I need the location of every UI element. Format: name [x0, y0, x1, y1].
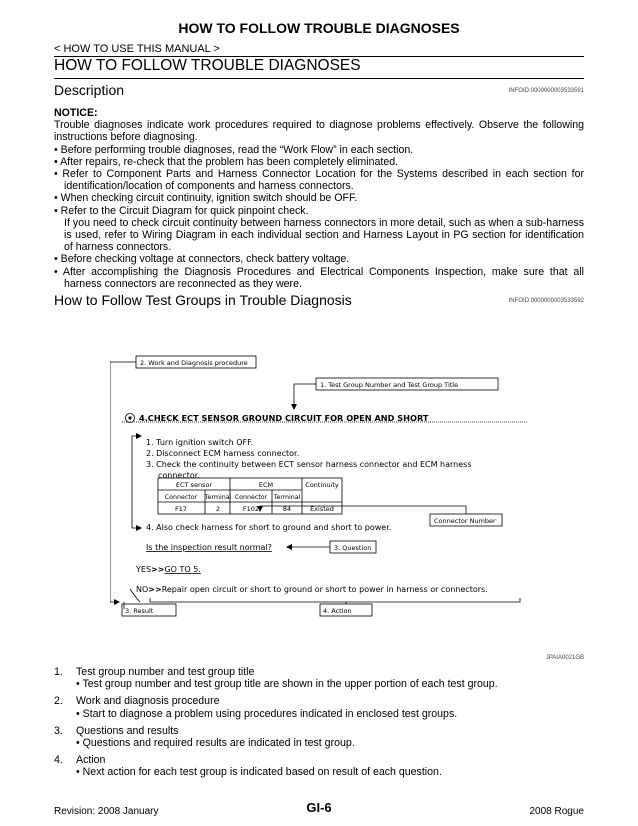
table-col-terminal-2: Terminal — [273, 494, 301, 501]
step-2: 2. Disconnect ECM harness connector. — [146, 449, 300, 458]
list-item-number: 3. — [54, 724, 63, 737]
table-ect-terminal: 2 — [215, 505, 221, 513]
list-item-number: 1. — [54, 666, 63, 678]
no-action: Repair open circuit or short to ground or short to power in harness or connectors. — [161, 585, 488, 594]
table-col-connector-2: Connector — [234, 494, 268, 501]
callout-3-question-label: 3. Question — [334, 544, 372, 552]
bullet-3: • Refer to Component Parts and Harness Connector Location for the Systems described in each section for identification/location of components and harness connectors. — [54, 168, 584, 193]
list-item-detail: • Test group number and test group title are shown in the upper portion of each test group. — [76, 678, 498, 691]
table-ecm-connector: F102 — [242, 505, 260, 513]
no-label: NO — [136, 585, 149, 594]
footer-model: 2008 Rogue — [529, 806, 584, 817]
yes-arrow: >> — [151, 565, 165, 574]
list-item-title: Work and diagnosis procedure — [76, 695, 220, 708]
notice-label: NOTICE: — [54, 107, 98, 119]
yes-action: GO TO 5. — [164, 565, 201, 574]
table-group-ecm: ECM — [258, 481, 274, 489]
bullet-5-continuation: If you need to check circuit continuity between harness connectors in more detail, such as when a sub-harness is used, refer to Wiring Diagram in each individual section and Harness Layout in PG section for identification of harness connectors. — [64, 216, 584, 254]
page-header-title: HOW TO FOLLOW TROUBLE DIAGNOSES — [178, 20, 460, 36]
yes-label: YES — [136, 565, 152, 574]
callout-1-label: 1. Test Group Number and Test Group Title — [320, 381, 459, 389]
footer-revision: Revision: 2008 January — [54, 806, 159, 817]
list-item — [54, 754, 584, 778]
no-result — [136, 585, 488, 594]
figure-id: JPAIA0021GB — [545, 655, 584, 661]
list-item — [54, 666, 584, 690]
no-arrow: >> — [148, 585, 162, 594]
breadcrumb: < HOW TO USE THIS MANUAL > — [54, 43, 220, 55]
table-ecm-terminal: 84 — [282, 505, 292, 513]
description-body — [54, 107, 584, 290]
step-3: 3. Check the continuity between ECT sensor harness connector and ECM harness — [146, 460, 472, 469]
callout-3-result-label: 3. Result — [125, 607, 154, 615]
step-title: 4.CHECK ECT SENSOR GROUND CIRCUIT FOR OPEN AND SHORT — [139, 413, 429, 423]
bullet-4: • When checking circuit continuity, ignition switch should be OFF. — [54, 192, 358, 205]
table-ect-connector: F17 — [174, 505, 188, 513]
table-col-terminal-1: Terminal — [204, 494, 232, 501]
list-item — [54, 725, 584, 749]
list-item-title: Questions and results — [76, 724, 179, 737]
yes-result — [135, 565, 201, 574]
list-item-detail: • Next action for each test group is indicated based on result of each question. — [76, 766, 442, 779]
callout-1-leader — [294, 384, 316, 408]
table-group-ect: ECT sensor — [175, 481, 213, 489]
list-item-number: 4. — [54, 754, 63, 767]
callout-2-label: 2. Work and Diagnosis procedure — [140, 359, 248, 367]
explanation-list — [54, 666, 584, 779]
connector-number-label: Connector Number — [434, 517, 496, 525]
step-4: 4. Also check harness for short to ground and short to power. — [146, 523, 392, 532]
bullet-5: • Refer to the Circuit Diagram for quick pinpoint check. — [54, 204, 309, 217]
section-title: HOW TO FOLLOW TROUBLE DIAGNOSES — [54, 57, 361, 74]
list-item-number: 2. — [54, 695, 63, 708]
table-continuity: Continuity — [305, 481, 339, 489]
list-item — [54, 695, 584, 719]
description-heading: Description — [54, 82, 125, 98]
table-col-connector-1: Connector — [164, 494, 198, 501]
procedure-bracket — [132, 436, 140, 528]
test-group-diagram — [110, 350, 540, 630]
bullet-6: • Before checking voltage at connectors, check battery voltage. — [54, 253, 350, 266]
footer-page-number: GI-6 — [306, 800, 332, 815]
step-icon — [126, 414, 135, 423]
action-bracket — [150, 598, 520, 602]
bullet-2: • After repairs, re-check that the problem has been completely eliminated. — [54, 155, 399, 168]
test-groups-heading: How to Follow Test Groups in Trouble Diagnosis — [54, 292, 352, 308]
list-item-title: Action — [76, 754, 106, 767]
bullet-7: • After accomplishing the Diagnosis Procedures and Electrical Components Inspection, make sure that all harness connectors are reconnected as they were. — [54, 265, 584, 290]
test-groups-info-id: INFOID:0000000003533592 — [508, 298, 584, 304]
callout-4-action-label: 4. Action — [323, 607, 352, 615]
step-3-cont: connector. — [158, 471, 200, 480]
description-info-id: INFOID:0000000003533591 — [508, 88, 584, 94]
list-item-detail: • Questions and required results are indicated in test group. — [76, 737, 355, 750]
step-1: 1. Turn ignition switch OFF. — [146, 438, 253, 447]
table-continuity-value: Existed — [310, 505, 334, 513]
bullet-1: • Before performing trouble diagnoses, read the “Work Flow” in each section. — [54, 143, 414, 156]
list-item-title: Test group number and test group title — [76, 666, 255, 678]
section-rule — [54, 78, 584, 79]
notice-intro: Trouble diagnoses indicate work procedures required to diagnose problems effectively. Observe the following instructions before diagnosing. — [54, 119, 584, 144]
inspection-question: Is the inspection result normal? — [146, 543, 272, 552]
list-item-detail: • Start to diagnose a problem using procedures indicated in enclosed test groups. — [76, 707, 458, 720]
